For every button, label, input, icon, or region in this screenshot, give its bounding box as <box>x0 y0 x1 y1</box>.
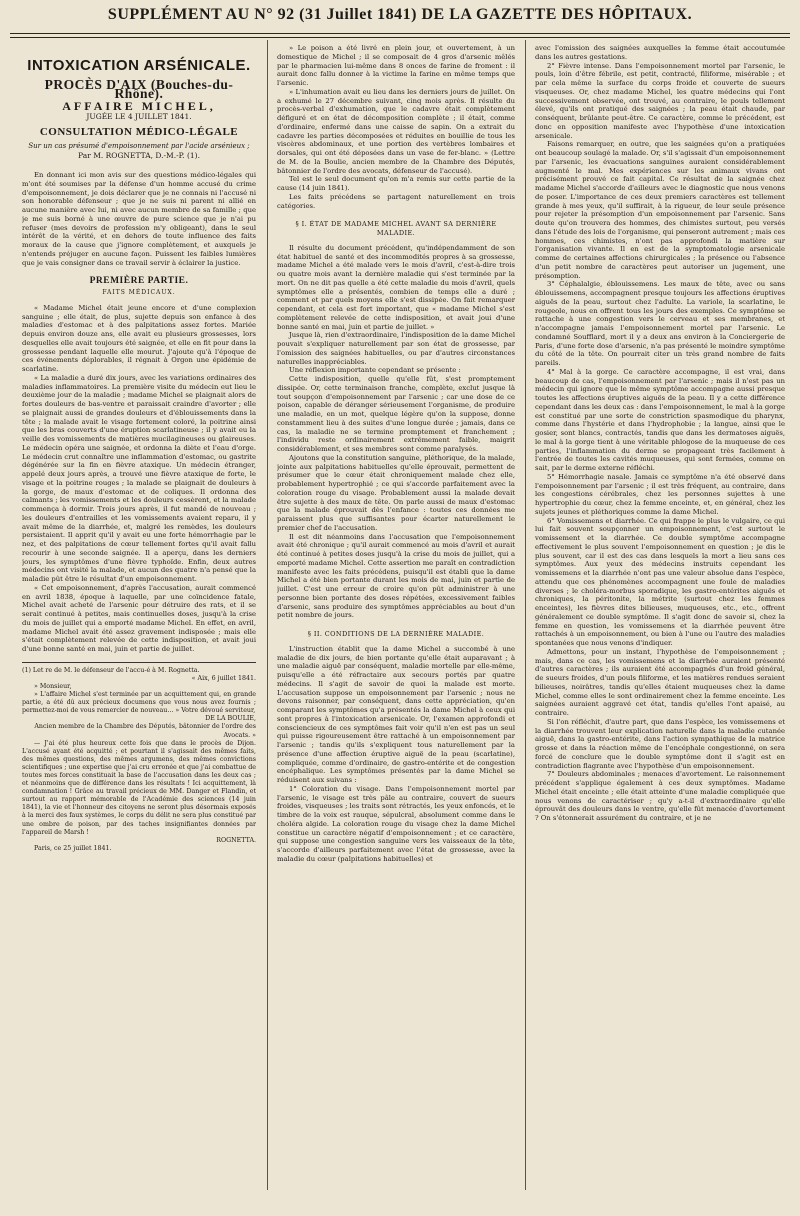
body-paragraph: 4° Mal à la gorge. Ce caractère accompagne, il est vrai, dans beaucoup de cas, l'empoisonnement par l'arsenic ; mais il n'est pas un médecin qui ignore que le même symptôme accompagne aussi presque toutes les affections éruptives aiguës de la peau. Il y a cette différence cependant dans les deux cas : dans l'empoisonnement, le mal à la gorge est constitué par une sorte de constriction spasmodique du pharynx, comme dans l'hystérie et dans l'hydrophobie ; la langue, ainsi que le gosier, sont blancs, contractés, tandis que dans les dermatoses aiguës, le mal à la gorge tient à une véritable phlogose de la muqueuse de ces parties, l'inflammation du derme se propageant très facilement à l'entrée de toutes les cavités muqueuses, qui sont fermées, comme on sait, par le derme externe réfléchi. <box>535 367 785 472</box>
judgment-date-line: JUGÉE LE 4 JUILLET 1841. <box>86 112 192 121</box>
affaire-title: AFFAIRE MICHEL, <box>62 99 216 114</box>
running-header <box>0 0 800 32</box>
body-paragraph: Admettons, pour un instant, l'hypothèse de l'empoisonnement ; mais, dans ce cas, les vomissemens et la diarrhée auraient présenté d'autres caractères ; ils auraient été accompagnés d'un froid général, de sueurs froides, d'un pouls filiforme, et les matières rendues seraient bilieuses, noirâtres, tandis qu'elles étaient muqueuses chez la dame Michel, comme elles le sont ordinairement chez la femme enceinte. Les saignées auraient aggravé cet état, tandis qu'elles l'ont apaisé, au contraire. <box>535 647 785 717</box>
body-paragraph: « Madame Michel était jeune encore et d'une complexion sanguine ; elle était, de plus, sujette depuis son enfance à des maladies d'estomac et à des palpitations assez fortes. Mariée depuis environ douze ans, elle avait eu plusieurs grossesses, lors desquelles elle avait toujours été saignée, et elle en fit pour dans la grossesse pendant laquelle elle mourut. J'ajoute qu'à l'époque de ces événements déplorables, il régnait à Orgon une épidémie de scarlatine. <box>22 303 256 373</box>
body-paragraph: Ajoutons que la constitution sanguine, pléthorique, de la malade, jointe aux palpitations habituelles qu'elle éprouvait, permettent de présumer que le cœur était chroniquement malade chez elle, probablement hypertrophié ; ce qui s'accorde parfaitement avec la coloration rouge du visage. Probablement aussi la malade devait être sujette à des maux de tête. On parle aussi de maux d'estomac que la malade éprouvait dès l'enfance : toutes ces données me paraissent plus que suffisantes pour écarter naturellement le premier chef de l'accusation. <box>277 453 515 532</box>
body-paragraph: Faisons remarquer, en outre, que les saignées qu'on a pratiquées ont beaucoup soulagé la malade. Or, s'il s'agissait d'un empoisonnement par l'arsenic, les évacuations sanguines auraient considérablement augmenté le mal. Mes expériences sur les animaux vivans ont précisément prouvé ce fait capital. Ce résultat de la saignée chez madame Michel s'accorde d'ailleurs avec le diagnostic que nous venons de poser. L'importance de ces deux premiers caractères est tellement grande à mes yeux, qu'il suffirait, à la rigueur, de leur seule présence pour rejeter la présomption d'un empoisonnement par l'arsenic. Sans doute qu'on trouvera des hommes, des chimistes surtout, peu versés dans l'étude des lois de l'organisme, qui penseront autrement ; mais ces hommes, ces chimistes, n'ont pas approfondi la matière sur l'organisation vivante. Il en est de la symptomatologie arsenicale comme de certaines affections chirurgicales ; la présence ou l'absence d'un petit nombre de caractères peut autoriser un jugement, une présomption. <box>535 140 785 280</box>
consultation-subtitle: Sur un cas présumé d'empoisonnement par l'acide arsénieux ; <box>28 141 250 150</box>
running-title: SUPPLÉMENT AU N° 92 (31 Juillet 1841) DE LA GAZETTE DES HÔPITAUX. <box>107 6 693 23</box>
footnote-place-date: « Aix, 6 juillet 1841. <box>191 674 256 682</box>
intro-paragraph: En donnant ici mon avis sur des questions médico-légales qui m'ont été soumises par la défense d'un homme accusé du crime d'empoisonnement, je dois déclarer que je ne connais ni l'accusé ni son honorable défenseur ; que je ne suis ni parent ni allié en aucune manière avec lui, ni avec aucun membre de sa famille ; que je me suis borné à une œuvre de pure science que je n'ai pu refuser (mes devoirs de profession m'y obligeant), dans le seul intérêt de la vérité, et en dehors de toute influence des faits moraux de la cause que j'ignore complètement, et auxquels je n'entends préjuger en aucune façon. Puissent les faibles lumières que je vais consigner dans ce travail servir à éclairer la justice. <box>22 171 256 267</box>
header-rule-top <box>10 33 790 34</box>
column-3 <box>535 44 785 1194</box>
footnote-title: (1) Let re de M. le défenseur de l'accu-é à M. Rognetta. <box>22 666 200 674</box>
body-paragraph: Il est dit néanmoins dans l'accusation que l'empoisonnement avait été chronique ; qu'il aurait commencé au mois d'avril et aurait été continué à petites doses jusqu'à la crise du mois de juillet, qui a emporté madame Michel. Cette assertion me paraît en contradiction manifeste avec les faits précédens, puisqu'il est établi que la dame Michel a été bien portante durant les mois de mai, juin et partie de juillet. C'est une erreur de croire qu'on pût administrer à une personne bien portante des doses répétées, excessivement faibles d'arsenic, sans produire des symptômes appréciables au bout d'un petit nombre de jours. <box>277 532 515 620</box>
article-main-title: INTOXICATION ARSÉNICALE. <box>27 57 251 74</box>
body-paragraph: 6° Vomissemens et diarrhée. Ce qui frappe le plus le vulgaire, ce qui lui fait souvent soupçonner un empoisonnement, c'est surtout le vomissement et la diarrhée. Ce double symptôme accompagne effectivement le plus souvent l'empoisonnement en question ; je dis le plus souvent, car il est des cas dans lesquels la mort a lieu sans ces symptômes. Aux yeux des médecins instruits cependant les vomissemens et la diarrhée n'ont pas une valeur absolue dans l'espèce, attendu que ces phénomènes accompagnent une foule de maladies diverses ; le choléra-morbus sporadique, les gastro-entérites aiguës et chroniques, la péritonite, la métrite (surtout chez les femmes enceintes), les fièvres dites bilieuses, muqueuses, etc., etc., offrent généralement ce double symptôme. Il s'agit donc de savoir si, chez la femme en question, les vomissemens et la diarrhée peuvent être rattachés à un empoisonnement, ou bien à l'une ou l'autre des maladies spontanées que nous venons d'indiquer. <box>535 516 785 647</box>
proces-title: PROCÈS D'AIX (Bouches-du-Rhône). <box>44 76 234 101</box>
body-paragraph: avec l'omission des saignées auxquelles la femme était accoutumée dans les autres gestations. <box>535 44 785 61</box>
body-paragraph: « Cet empoisonnement, d'après l'accusation, aurait commencé en avril 1838, époque à laquelle, par une coïncidence fatale, Michel avait acheté de l'arsenic pour détruire des rats, et il se serait continué à petites, mais continuelles doses, jusqu'à la crise du mois de juillet qui a emporté madame Michel. En effet, en avril, madame Michel avait été assez gravement indisposée ; mais elle s'était complètement relevée de cette indisposition, et avait joui d'une bonne santé en mai, juin et partie de juillet. <box>22 583 256 653</box>
header-rule-bottom <box>10 37 790 38</box>
body-paragraph: Cette indisposition, quelle qu'elle fût, s'est promptement dissipée. Or, cette terminaison franche, complète, exclut jusque là tout soupçon d'empoisonnement par l'arsenic ; car une dose de ce poison, capable de déranger sérieusement l'organisme, de produire une maladie, en un mot, quelque légère qu'on la suppose, donne constamment lieu à des suites d'une longue durée ; jamais, dans ce cas, la maladie ne se termine promptement et franchement ; l'individu reste ordinairement extrêmement faible, maigrit considérablement, et ses membres sont comme paralysés. <box>277 375 515 453</box>
footnote-signature-title: Ancien membre de la Chambre des Députés, bâtonnier de l'ordre des Avocats. » <box>34 723 256 739</box>
section-1-title: § I. ÉTAT DE MADAME MICHEL AVANT SA DERNIÈRE MALADIE. <box>295 220 497 237</box>
body-paragraph: Tel est le seul document qu'on m'a remis sur cette partie de la cause (14 juin 1841). <box>277 175 515 192</box>
body-paragraph: 1° Coloration du visage. Dans l'empoisonnement mortel par l'arsenic, le visage est très pâle au contraire, couvert de sueurs froides, visqueuses ; les traits sont rétractés, les yeux enfoncés, et le timbre de la voix est rauque, sépulcral, absolument comme dans le choléra algide. La coloration rouge du visage chez la dame Michel constitue un caractère négatif d'empoisonnement ; et ce caractère, qui suppose une congestion sanguine vers les vaisseaux de la tête, s'accorde d'ailleurs parfaitement avec l'état de grossesse, avec la maladie du cœur (palpitations habituelles) et <box>277 784 515 863</box>
faits-subtitle: FAITS MÉDICAUX. <box>102 289 176 296</box>
body-paragraph: 5° Hémorrhagie nasale. Jamais ce symptôme n'a été observé dans l'empoisonnement par l'arsenic ; il est très fréquent, au contraire, dans les congestions cérébrales, chez les personnes sujettes à une hypertrophie du cœur, chez la femme enceinte, et, en général, chez les sujets jeunes et pléthoriques comme la dame Michel. <box>535 472 785 516</box>
body-paragraph: L'instruction établit que la dame Michel a succombé à une maladie de dix jours, de bien portante qu'elle était auparavant ; à une maladie aiguë par conséquent, maladie mortelle par elle-même, puisqu'elle a été réfractaire aux secours portés par quatre médecins. Il s'agit de savoir de quoi la malade est morte. L'accusation suppose un empoisonnement par l'arsenic ; nous ne devons raisonner, par conséquent, dans cette appréciation, qu'en comparant les symptômes qu'a présentés la dame Michel à ceux qui sont propres à l'intoxication arsenicale. Or, l'examen approfondi et consciencieux de ces symptômes fait voir qu'il n'en est pas un seul qui puisse rigoureusement être rattaché à un empoisonnement par l'arsenic ; tandis qu'ils s'expliquent tous naturellement par la présence d'une affection éruptive aiguë de la peau (scarlatine), compliquée, comme d'ordinaire, de gastro-entérite et de congestion encéphalique. Les symptômes présentés par la dame Michel se réduisent aux suivans : <box>277 644 515 784</box>
column-divider-2 <box>525 40 526 1190</box>
body-paragraph: Jusque là, rien d'extraordinaire, l'indisposition de la dame Michel pouvait s'expliquer naturellement par son état de grossesse, par l'omission des saignées habituelles, ou par d'autres circonstances naturelles inappréciables. <box>277 331 515 366</box>
footnote-salutation: » Monsieur, <box>34 682 72 690</box>
body-paragraph: Une réflexion importante cependant se présente : <box>289 366 461 375</box>
body-paragraph: 2° Fièvre intense. Dans l'empoisonnement mortel par l'arsenic, le pouls, loin d'être fébrile, est petit, contracté, filiforme, misérable ; et par cela même la surface du corps froide et couverte de sueurs visqueuses. Or, chez madame Michel, les quatre médecins qui l'ont successivement observée, ont trouvé, au contraire, le pouls tellement élevé, qu'ils ont pratiqué des saignées ; la peau était chaude, par conséquent, brûlante peut-être. Ce caractère, comme le précédent, est donc en opposition manifeste avec l'hypothèse d'une intoxication arsenicale. <box>535 61 785 140</box>
footnote-date-2: Paris, ce 25 juillet 1841. <box>34 844 112 852</box>
body-paragraph: 7° Douleurs abdominales ; menaces d'avortement. Le raisonnement précédent s'applique également à ces deux symptômes. Madame Michel était enceinte ; elle était atteinte d'une maladie compliquée que nous venons de caractériser ; qu'y a-t-il d'extraordinaire qu'elle éprouvât des douleurs dans le ventre, qu'elle fût menacée d'avortement ? On s'étonnerait assurément du contraire, et je ne <box>535 770 785 822</box>
section-2-title: § II. CONDITIONS DE LA DERNIÈRE MALADIE. <box>307 630 485 638</box>
footnote-signature-2: ROGNETTA. <box>216 836 256 844</box>
footnote-rule <box>22 662 256 663</box>
body-paragraph: » L'inhumation avait eu lieu dans les derniers jours de juillet. On a exhumé le 27 décembre suivant, cinq mois après. Il résulte du procès-verbal d'exhumation, que le cadavre était complètement défiguré et en état de décomposition complète ; il était, comme d'ordinaire, enfermé dans une caisse de sapin. On a extrait du cadavre les parties décomposées et réduites en bouillie de tous les viscères abdominaux, et une portion des vertèbres lombaires et dorsales, qui ont été déposées dans un vase de fer-blanc. » (Lettre de M. de la Boulie, ancien membre de la Chambre des Députés, bâtonnier de l'ordre des avocats, défenseur de l'accusé). <box>277 87 515 175</box>
author-line: Par M. ROGNETTA, D.-M.-P. (1). <box>78 151 200 161</box>
column-2 <box>277 44 515 1194</box>
consultation-title: CONSULTATION MÉDICO-LÉGALE <box>39 125 239 138</box>
body-paragraph: « La maladie a duré dix jours, avec les variations ordinaires des maladies inflammatoires. La première visite du médecin eut lieu le deuxième jour de la maladie ; madame Michel se plaignait alors de fortes douleurs de bas-ventre et paraissait craindre d'avorter ; elle se plaignait aussi de grandes douleurs et d'éblouissements dans la tête ; la malade avait le visage fortement coloré, la poitrine ainsi que les bras couverts d'une éruption scarlatineuse ; il y avait eu la veille des vomissements de matières mucilagineuses ou glaireuses. Le médecin opéra une saignée, et ordonna la diète et l'eau d'orge. Le médecin crut connaître une inflammation d'estomac, ou gastrite dégénérée sur la fin en fièvre ataxique. Un médecin étranger, appelé deux jours après, a trouvé une fièvre ataxique de forte, le visage et la poitrine rouges ; la malade se plaignait de douleurs à la gorge, de maux d'estomac et de coliques. Il ordonna des calmants ; les vomissements et les douleurs cessèrent, et la malade commença à dormir. Trois jours après, il fut mandé de nouveau ; les douleurs d'entrailles et les vomissements avaient reparu, il y avait même de la diarrhée, et, malgré les remèdes, les douleurs persistaient. Il apprit qu'il y avait eu une forte hémorrhagie par le nez, et des palpitations de cœur tellement fortes qu'il avait fallu recourir à une seconde saignée. Il a aperçu, dans les derniers jours, les symptômes d'une fièvre typhoïde. Enfin, deux autres médecins ont visité la malade, et aucun des quatre n'a pensé que la maladie pût être le résultat d'un empoisonnement. <box>22 373 256 583</box>
footnote-paragraph: — J'ai été plus heureux cette fois que dans le procès de Dijon. L'accusé ayant été acquitté ; et pourtant il s'agissait des mêmes faits, des mêmes questions, des mêmes argumens, des mêmes convictions scientifiques ; une expertise que j'ai cru erronée et que j'ai combattue de toutes mes forces constituait la base de l'accusation dans les deux cas ; et néanmoins que de différence dans les résultats ! Ici acquittement, là condamnation ! Grâce au travail précieux de MM. Danger et Flandin, et surtout au rapport mémorable de l'Académie des sciences (14 juin 1841), la vie et l'honneur des citoyens ne seront plus désormais exposés à la merci des faux systèmes, le corps du délit ne sera plus constitué par une ombre de poison, par des taches insignifiantes données par l'appareil de Marsh ! <box>22 739 256 836</box>
column-1 <box>22 44 256 1194</box>
footnote <box>22 667 256 853</box>
footnote-paragraph: » L'affaire Michel s'est terminée par un acquittement qui, en grande partie, a été dû aux précieux documens que vous nous avez fournis ; permettez-moi de vous remercier de nouveau... » Votre dévoué serviteur, <box>22 691 256 715</box>
body-paragraph: 3° Céphalalgie, éblouissemens. Les maux de tête, avec ou sans éblouissemens, accompagnent presque toujours les affections éruptives aiguës de la peau, surtout chez l'adulte. La variole, la scarlatine, le rougeole, nous en offrent tous les jours des exemples. Ce symptôme se rattache à une congestion vers le cerveau et ses membranes, et n'accompagne jamais l'empoisonnement mortel par l'arsenic. Le condamné Soufflard, mort il y a deux ans environ à la Conciergerie de Paris, d'une forte dose d'arsenic, n'a pas présenté le moindre symptôme du côté de la tête. On pourrait citer un très grand nombre de faits pareils. <box>535 280 785 367</box>
column-divider-1 <box>267 40 268 1190</box>
body-paragraph: Si l'on réfléchit, d'autre part, que dans l'espèce, les vomissemens et la diarrhée trouvent leur explication naturelle dans la maladie cutanée aiguë, dans la gastro-entérite, dans l'action sympathique de la matrice grosse et dans la réaction même de l'encéphale congestionné, on sera forcé de conclure que le double symptôme dont il s'agit est en contradiction flagrante avec l'hypothèse d'un empoisonnement. <box>535 717 785 770</box>
footnote-signature-name: DE LA BOULIE, <box>205 715 256 723</box>
body-paragraph: Les faits précédens se partagent naturellement en trois catégories. <box>277 192 515 210</box>
body-paragraph: Il résulte du document précédent, qu'indépendamment de son état habituel de santé et des incommodités propres à sa grossesse, madame Michel a été malade vers le mois d'avril, c'est-à-dire trois ou quatre mois avant la dernière maladie qui s'est terminée par la mort. On ne dit pas quelle a été cette maladie du mois d'avril, quels symptômes elle a présentés, combien de temps elle a duré ; comment et par quels moyens elle s'est dissipée. On fait remarquer cependant, et cela est fort important, que « madame Michel s'est complètement relevée de cette indisposition, et avait joui d'une bonne santé en mai, juin et partie de juillet. » <box>277 243 515 331</box>
body-paragraph: » Le poison a été livré en plein jour, et ouvertement, à un domestique de Michel ; il se composait de 4 gros d'arsenic mêlés par le pharmacien lui-même dans 8 onces de farine de froment : il aurait donc fallu donner à la victime la farine en même temps que l'arsenic. <box>277 44 515 87</box>
part-title: PREMIÈRE PARTIE. <box>89 276 189 287</box>
